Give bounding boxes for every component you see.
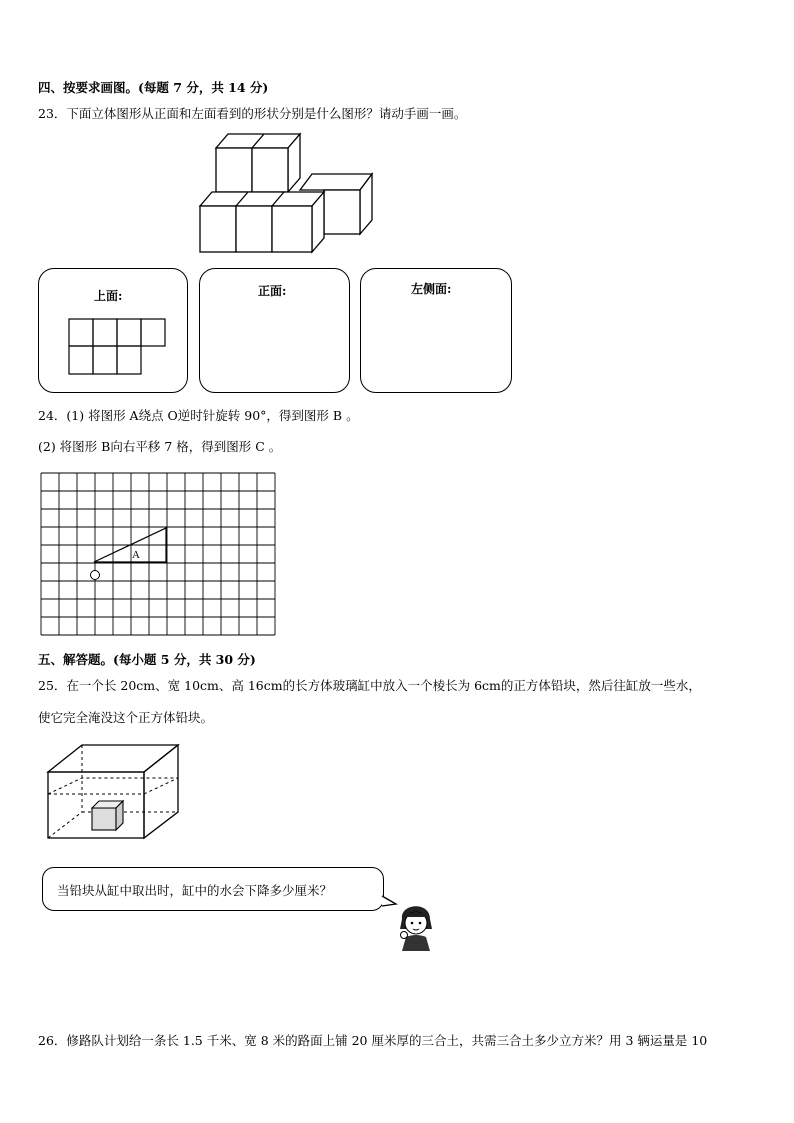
question-25-line-1: 25．在一个长 20cm、宽 10cm、高 16cm的长方体玻璃缸中放入一个棱长为 6cm的正方体铅块，然后往缸放一些水， [38, 678, 701, 693]
glass-tank-figure [36, 742, 186, 842]
question-24-line-1: 24．(1) 将图形 A绕点 O逆时针旋转 90°，得到图形 B 。 [38, 408, 359, 423]
question-26-text: 26．修路队计划给一条长 1.5 千米、宽 8 米的路面上铺 20 厘米厚的三合土，共需三合土多少立方米？用 3 辆运量是 10 [38, 1033, 708, 1048]
section-5-heading: 五、解答题。(每小题 5 分，共 30 分) [38, 652, 256, 667]
point-o [91, 571, 100, 580]
top-view-grid [69, 319, 169, 379]
top-view-box [38, 268, 188, 393]
speech-bubble [42, 867, 384, 911]
left-view-label: 左侧面: [411, 282, 452, 296]
top-view-label: 上面: [94, 289, 123, 303]
cube-stack-figure [195, 126, 395, 256]
question-25-line-2: 使它完全淹没这个正方体铅块。 [38, 710, 214, 725]
rotation-grid[interactable] [40, 472, 276, 636]
triangle-a-label: A [132, 549, 140, 561]
question-24-line-2: (2) 将图形 B向右平移 7 格，得到图形 C 。 [38, 439, 282, 454]
front-view-label: 正面: [258, 284, 287, 298]
left-view-box[interactable] [360, 268, 512, 393]
girl-cartoon-icon [392, 895, 440, 951]
section-4-heading: 四、按要求画图。(每题 7 分，共 14 分) [38, 80, 269, 95]
question-23-text: 23．下面立体图形从正面和左面看到的形状分别是什么图形？请动手画一画。 [38, 106, 467, 121]
front-view-box[interactable] [199, 268, 350, 393]
speech-bubble-text: 当铅块从缸中取出时，缸中的水会下降多少厘米？ [57, 883, 333, 898]
